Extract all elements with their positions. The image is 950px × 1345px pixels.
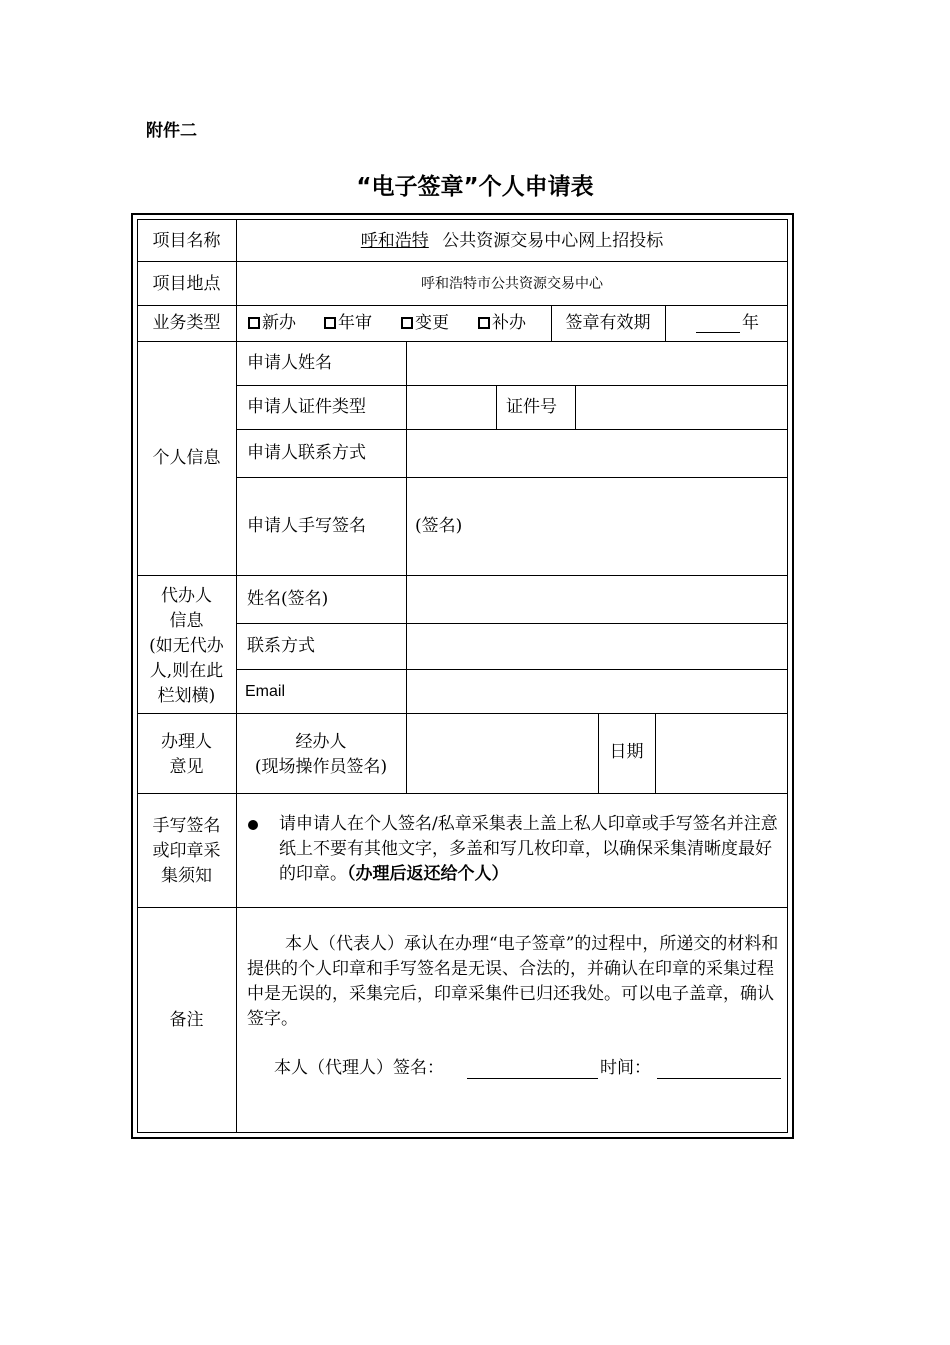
notice-emphasis: （办理后返还给个人） <box>347 864 509 884</box>
agent-email-label: Email <box>245 683 286 700</box>
agent-name-field[interactable] <box>407 576 787 623</box>
validity-label: 签章有效期 <box>565 313 651 333</box>
agent-email-field[interactable] <box>407 670 787 713</box>
agent-contact-field[interactable] <box>407 624 787 669</box>
remarks-section-label: 备注 <box>169 1010 204 1030</box>
agent-section-label: 代办人 信息 (如无代办 人,则在此 栏划横) <box>149 586 224 706</box>
bullet-icon <box>248 820 258 830</box>
option-reissue[interactable]: 补办 <box>478 313 526 333</box>
personal-section-label: 个人信息 <box>152 448 221 468</box>
operator-signature-field[interactable] <box>407 714 598 793</box>
validity-unit: 年 <box>742 313 759 333</box>
option-change[interactable]: 变更 <box>401 313 449 333</box>
project-location-label: 项目地点 <box>152 274 221 294</box>
project-name-rest: 公共资源交易中心网上招投标 <box>442 231 664 251</box>
remarks-statement: 本人（代表人）承认在办理“电子签章”的过程中，所递交的材料和提供的个人印章和手写签名是无误、合法的，并确认在印章的采集过程中是无误的，采集完后，印章采集件已归还我处。可以电子盖章，确认签字。 <box>247 934 779 1029</box>
applicant-contact-label: 申请人联系方式 <box>247 443 366 463</box>
representative-signature-line[interactable] <box>467 1078 598 1079</box>
agent-contact-label: 联系方式 <box>247 636 315 656</box>
option-new[interactable]: 新办 <box>248 313 296 333</box>
operator-label: 经办人 (现场操作员签名) <box>254 732 388 777</box>
notice-text: 请申请人在个人签名/私章采集表上盖上私人印章或手写签名并注意纸上不要有其他文字，多盖和写几枚印章，以确保采集清晰度最好的印章。（办理后返还给个人） <box>279 814 778 884</box>
option-annual-review[interactable]: 年审 <box>324 313 372 333</box>
applicant-signature-label: 申请人手写签名 <box>247 516 366 536</box>
applicant-name-field[interactable] <box>407 342 787 385</box>
applicant-signature-field[interactable]: (签名) <box>415 516 463 536</box>
form-title: “电子签章”个人申请表 <box>356 174 594 200</box>
representative-signature-label: 本人（代理人）签名： <box>274 1058 444 1078</box>
attachment-label: 附件二 <box>146 121 197 141</box>
applicant-name-label: 申请人姓名 <box>247 353 332 373</box>
id-number-label: 证件号 <box>506 397 557 417</box>
time-line[interactable] <box>657 1078 781 1079</box>
project-name-value <box>236 231 788 251</box>
date-field[interactable] <box>656 714 787 793</box>
id-type-label: 申请人证件类型 <box>247 397 366 417</box>
handler-section-label: 办理人 意见 <box>161 732 212 777</box>
agent-name-label: 姓名(签名) <box>247 589 329 609</box>
checkbox-icon[interactable] <box>324 317 336 329</box>
notice-section-label: 手写签名 或印章采 集须知 <box>152 816 221 886</box>
time-label: 时间： <box>600 1058 651 1078</box>
project-name-underlined: 呼和浩特 <box>360 231 429 251</box>
applicant-contact-field[interactable] <box>407 430 787 477</box>
project-location-value: 呼和浩特市公共资源交易中心 <box>421 276 603 292</box>
id-type-field[interactable] <box>407 386 496 429</box>
id-number-field[interactable] <box>576 386 787 429</box>
project-name-label: 项目名称 <box>152 231 221 251</box>
business-type-label: 业务类型 <box>152 313 221 333</box>
checkbox-icon[interactable] <box>401 317 413 329</box>
date-label: 日期 <box>609 742 644 762</box>
checkbox-icon[interactable] <box>248 317 260 329</box>
validity-blank[interactable] <box>696 332 740 333</box>
checkbox-icon[interactable] <box>478 317 490 329</box>
